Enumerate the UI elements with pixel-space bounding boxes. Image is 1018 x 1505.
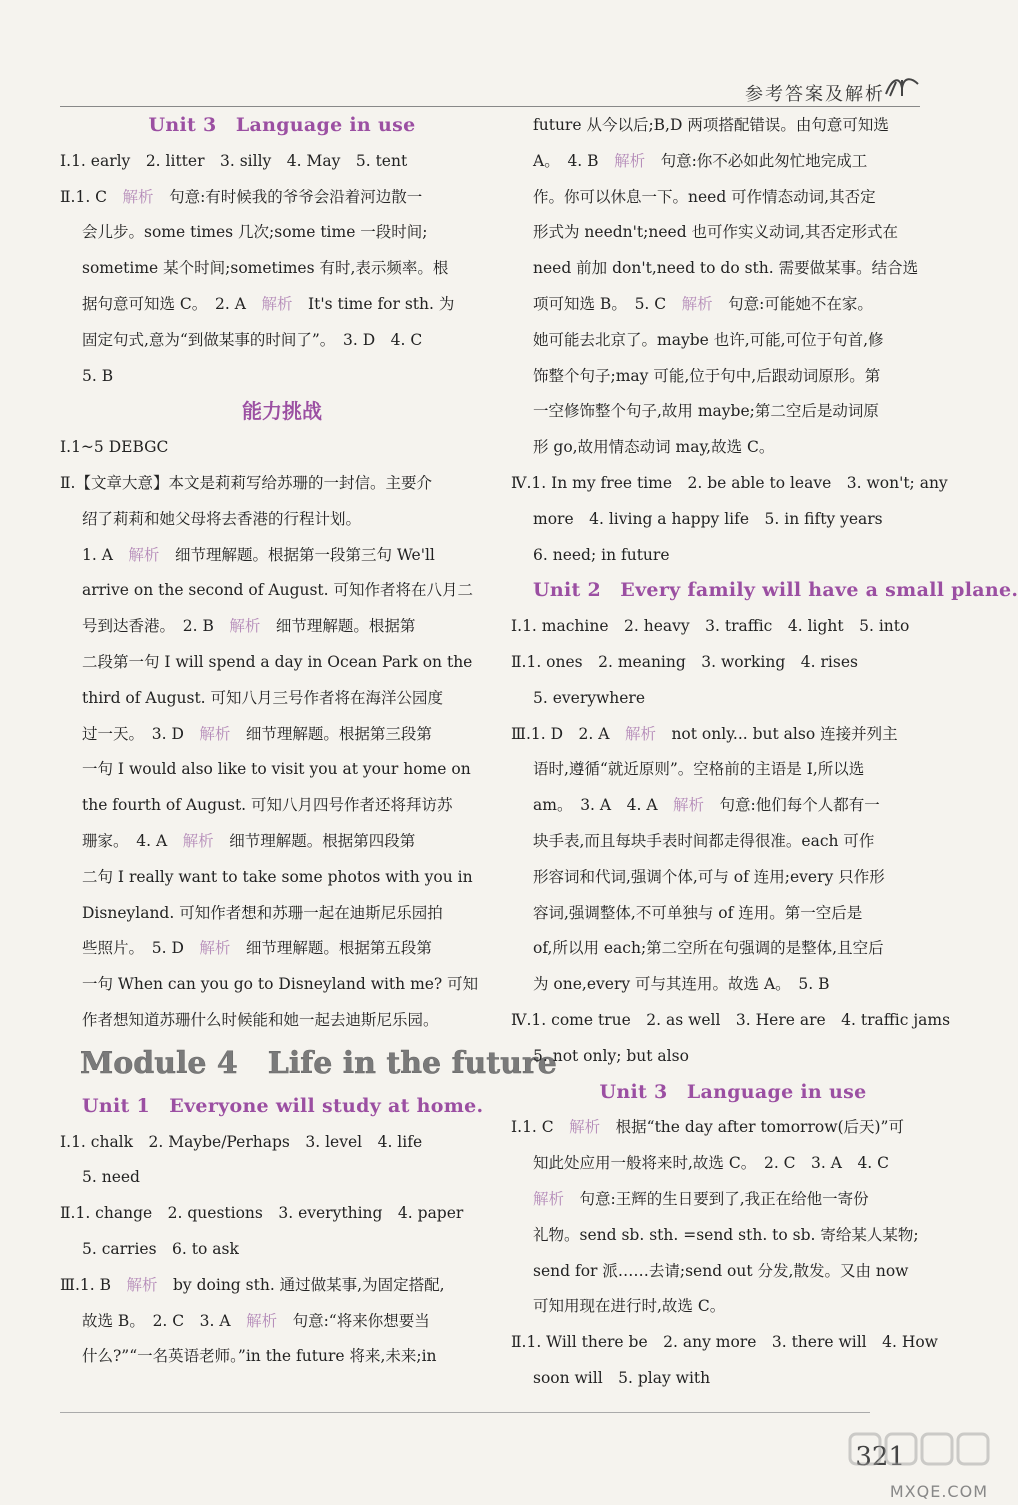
analysis-marker: 解析 (681, 294, 713, 313)
answer-line (511, 717, 933, 753)
answer-line (82, 251, 482, 287)
answer-line (533, 430, 933, 466)
answer-text: 二段第一句 I will spend a day in Ocean Park on the (82, 652, 473, 671)
answer-text: 据句意可知选 C。 2. A 解析 It's time for sth. 为 (82, 294, 455, 313)
answer-line (82, 1160, 482, 1196)
answer-text: 固定句式,意为“到做某事的时间了”。 3. D 4. C (82, 330, 423, 349)
left-column (60, 108, 557, 1375)
answer-text: 1. A 解析 细节理解题。根据第一段第三句 We'll (82, 545, 435, 564)
answer-text: 什么?”“一名英语老师。”in the future 将来,未来;in (82, 1347, 437, 1366)
answer-line (60, 1125, 482, 1161)
answer-text: the fourth of August. 可知八月四号作者还将拜访苏 (82, 796, 453, 815)
answer-text: 过一天。 3. D 解析 细节理解题。根据第三段第 (82, 724, 432, 743)
answer-text: 礼物。send sb. sth. =send sth. to sb. 寄给某人某物; (533, 1225, 919, 1244)
unit-heading: Unit 1 Everyone will study at home. (82, 1094, 484, 1117)
answer-text: 1. chalk 2. Maybe/Perhaps 3. level 4. life (71, 1132, 423, 1151)
answer-text: 5. carries 6. to ask (82, 1239, 239, 1258)
answer-text: 一句 I would also like to visit you at your home on (82, 760, 471, 779)
answer-line (533, 896, 933, 932)
answer-text: soon will 5. play with (533, 1368, 711, 1387)
answer-line (533, 359, 933, 395)
answer-line (60, 180, 482, 216)
answer-line (82, 967, 482, 1003)
roman-numeral: Ⅱ. (60, 1204, 76, 1223)
answer-text: 6. need; in future (533, 545, 670, 564)
book-logo-icon (882, 70, 920, 102)
page-number: 321 (855, 1442, 905, 1472)
answer-text: 1. machine 2. heavy 3. traffic 4. light 5. into (522, 617, 910, 636)
roman-numeral: Ⅰ. (511, 1118, 523, 1137)
answer-text: 1. In my free time 2. be able to leave 3. won't; any (531, 473, 948, 492)
answer-line (60, 430, 482, 466)
answer-text: 她可能去北京了。maybe 也许,可能,可位于句首,修 (533, 330, 884, 349)
header-rule (60, 106, 920, 107)
analysis-marker: 解析 (261, 294, 293, 313)
roman-numeral: Ⅰ. (511, 617, 523, 636)
answer-line (533, 180, 933, 216)
answer-text: need 前加 don't,need to do sth. 需要做某事。结合选 (533, 259, 919, 278)
answer-line (60, 466, 482, 502)
analysis-marker: 解析 (246, 1311, 278, 1330)
roman-numeral: Ⅱ. (60, 473, 76, 492)
answer-line (533, 144, 933, 180)
answer-line (82, 860, 482, 896)
answer-line (82, 538, 482, 574)
answer-text: 号到达香港。 2. B 解析 细节理解题。根据第 (82, 617, 416, 636)
analysis-marker: 解析 (569, 1118, 601, 1137)
answer-text: sometime 某个时间;sometimes 有时,表示频率。根 (82, 259, 449, 278)
answer-line (533, 108, 933, 144)
roman-numeral: Ⅰ. (60, 438, 72, 457)
answer-line (533, 1254, 933, 1290)
answer-line (82, 287, 482, 323)
answer-text: 容词,强调整体,不可单独与 of 连用。第一空后是 (533, 903, 863, 922)
answer-text: 【文章大意】本文是莉莉写给苏珊的一封信。主要介 (75, 473, 432, 492)
answer-text: 项可知选 B。 5. C 解析 句意:可能她不在家。 (533, 294, 873, 313)
footer-rule (60, 1412, 870, 1413)
roman-numeral: Ⅱ. (511, 1333, 527, 1352)
answer-text: A。 4. B 解析 句意:你不必如此匆忙地完成工 (533, 151, 868, 170)
answer-text: 1. D 2. A 解析 not only... but also 连接并列主 (530, 724, 898, 743)
answer-text: 饰整个句子;may 可能,位于句中,后跟动词原形。第 (533, 366, 881, 385)
roman-numeral: Ⅱ. (60, 187, 76, 206)
answer-text: send for 派……去请;send out 分发,散发。又由 now (533, 1261, 909, 1280)
answer-text: 1. early 2. litter 3. silly 4. May 5. tent (71, 151, 408, 170)
answer-text: 形式为 needn't;need 也可作实义动词,其否定形式在 (533, 223, 898, 242)
answer-line (82, 645, 482, 681)
answer-line (82, 1339, 482, 1375)
roman-numeral: Ⅲ. (511, 724, 531, 743)
answer-text: 形容词和代词,强调个体,可与 of 连用;every 只作形 (533, 867, 885, 886)
unit-heading: Unit 3 Language in use (148, 114, 416, 136)
answer-text: 1. change 2. questions 3. everything 4. paper (75, 1204, 464, 1223)
roman-numeral: Ⅱ. (511, 652, 527, 671)
answer-text: 可知用现在进行时,故选 C。 (533, 1297, 726, 1316)
answer-text: 5. not only; but also (533, 1046, 689, 1065)
answer-text: 1. C 解析 根据“the day after tomorrow(后天)”可 (522, 1118, 904, 1137)
answer-line (82, 1003, 482, 1039)
answer-text: am。 3. A 4. A 解析 句意:他们每个人都有一 (533, 796, 880, 815)
answer-line (511, 645, 933, 681)
analysis-marker: 解析 (122, 187, 154, 206)
answer-line (533, 967, 933, 1003)
analysis-marker: 解析 (182, 831, 214, 850)
roman-numeral: Ⅳ. (511, 473, 532, 492)
answer-line (82, 896, 482, 932)
answer-text: 1. Will there be 2. any more 3. there will 4. How (526, 1333, 938, 1352)
unit-heading: Unit 3 Language in use (599, 1080, 867, 1103)
answer-line (533, 1218, 933, 1254)
answer-line (533, 323, 933, 359)
answer-line (511, 609, 933, 645)
answer-text: 珊家。 4. A 解析 细节理解题。根据第四段第 (82, 831, 416, 850)
answer-line (533, 394, 933, 430)
answer-line (533, 788, 933, 824)
answer-line (82, 323, 482, 359)
answer-text: 语时,遵循“就近原则”。空格前的主语是 I,所以选 (533, 760, 865, 779)
answer-line (82, 788, 482, 824)
answer-text: arrive on the second of August. 可知作者将在八月二 (82, 581, 474, 600)
answer-text: 5. everywhere (533, 688, 645, 707)
unit-heading: Unit 2 Every family will have a small plane. (533, 579, 1018, 602)
answer-text: future 从今以后;B,D 两项搭配错误。由句意可知选 (533, 116, 889, 134)
answer-line (82, 609, 482, 645)
answer-line (82, 502, 482, 538)
answer-line (533, 860, 933, 896)
answer-line (533, 1289, 933, 1325)
analysis-marker: 解析 (199, 724, 231, 743)
answer-text: 二句 I really want to take some photos with you in (82, 867, 473, 886)
roman-numeral: Ⅰ. (60, 1132, 72, 1151)
right-column (511, 108, 1018, 1397)
answer-line (533, 824, 933, 860)
answer-line (533, 1039, 933, 1075)
header-title: 参考答案及解析 (745, 84, 885, 105)
answer-text: 些照片。 5. D 解析 细节理解题。根据第五段第 (82, 939, 432, 958)
answer-line (511, 466, 948, 502)
answer-text: of,所以用 each;第二空所在句强调的是整体,且空后 (533, 939, 884, 958)
answer-line (82, 1304, 482, 1340)
answer-text: 1. ones 2. meaning 3. working 4. rises (526, 652, 858, 671)
analysis-marker: 解析 (614, 151, 646, 170)
answer-line (533, 1146, 933, 1182)
answer-line (533, 538, 933, 574)
answer-line (82, 717, 482, 753)
answer-line (511, 1325, 938, 1361)
answer-text: 解析 句意:王辉的生日要到了,我正在给他一寄份 (533, 1189, 869, 1208)
answer-text: 会儿步。some times 几次;some time 一段时间; (82, 223, 428, 242)
answer-text: 1. B 解析 by doing sth. 通过做某事,为固定搭配, (79, 1275, 445, 1294)
analysis-marker: 解析 (624, 724, 656, 743)
answer-text: more 4. living a happy life 5. in fifty years (533, 509, 883, 528)
answer-text: 故选 B。 2. C 3. A 解析 句意:“将来你想要当 (82, 1311, 430, 1330)
answer-text: 一句 When can you go to Disneyland with me? 可知 (82, 975, 479, 994)
answer-line (511, 1003, 951, 1039)
answer-text: 绍了莉莉和她父母将去香港的行程计划。 (82, 509, 362, 528)
roman-numeral: Ⅰ. (60, 151, 72, 170)
answer-line (533, 502, 933, 538)
answer-text: 块手表,而且每块手表时间都走得很准。each 可作 (533, 831, 875, 850)
answer-line (82, 359, 482, 395)
answer-text: 5. need (82, 1168, 140, 1187)
answer-line (533, 251, 933, 287)
analysis-marker: 解析 (533, 1189, 565, 1208)
analysis-marker: 解析 (673, 796, 705, 815)
answer-text: 形 go,故用情态动词 may,故选 C。 (533, 438, 775, 457)
answer-line (82, 215, 482, 251)
answer-line (82, 573, 482, 609)
answer-line (82, 1232, 482, 1268)
answer-line (60, 1268, 482, 1304)
answer-line (82, 931, 482, 967)
section-heading: 能力挑战 (242, 399, 322, 424)
answer-text: third of August. 可知八月三号作者将在海洋公园度 (82, 688, 444, 707)
analysis-marker: 解析 (229, 617, 261, 636)
answer-text: 1. C 解析 句意:有时候我的爷爷会沿着河边散一 (75, 187, 423, 206)
answer-text: 5. B (82, 366, 114, 385)
answer-line (533, 215, 933, 251)
answer-text: 1. come true 2. as well 3. Here are 4. traffic jams (531, 1010, 951, 1029)
answer-line (60, 144, 482, 180)
answer-text: 作者想知道苏珊什么时候能和她一起去迪斯尼乐园。 (82, 1010, 439, 1029)
answer-text: 作。你可以休息一下。need 可作情态动词,其否定 (533, 187, 876, 206)
answer-text: 1~5 DEBGC (71, 438, 169, 457)
answer-text: 为 one,every 可与其连用。故选 A。 5. B (533, 975, 830, 994)
analysis-marker: 解析 (128, 545, 160, 564)
analysis-marker: 解析 (199, 939, 231, 958)
answer-line (533, 681, 933, 717)
roman-numeral: Ⅳ. (511, 1010, 532, 1029)
answer-line (533, 1182, 933, 1218)
answer-line (533, 287, 933, 323)
roman-numeral: Ⅲ. (60, 1275, 80, 1294)
answer-line (82, 752, 482, 788)
answer-line (511, 1110, 933, 1146)
answer-text: Disneyland. 可知作者想和苏珊一起在迪斯尼乐园拍 (82, 903, 443, 922)
answer-line (533, 752, 933, 788)
module-heading: Module 4 Life in the future (80, 1045, 557, 1081)
watermark-text: MXQE.COM (889, 1482, 988, 1501)
answer-line (82, 824, 482, 860)
answer-text: 知此处应用一般将来时,故选 C。 2. C 3. A 4. C (533, 1154, 890, 1173)
analysis-marker: 解析 (126, 1275, 158, 1294)
answer-line (82, 681, 482, 717)
answer-line (60, 1196, 482, 1232)
answer-line (533, 931, 933, 967)
answer-text: 一空修饰整个句子,故用 maybe;第二空后是动词原 (533, 402, 879, 421)
answer-line (533, 1361, 933, 1397)
